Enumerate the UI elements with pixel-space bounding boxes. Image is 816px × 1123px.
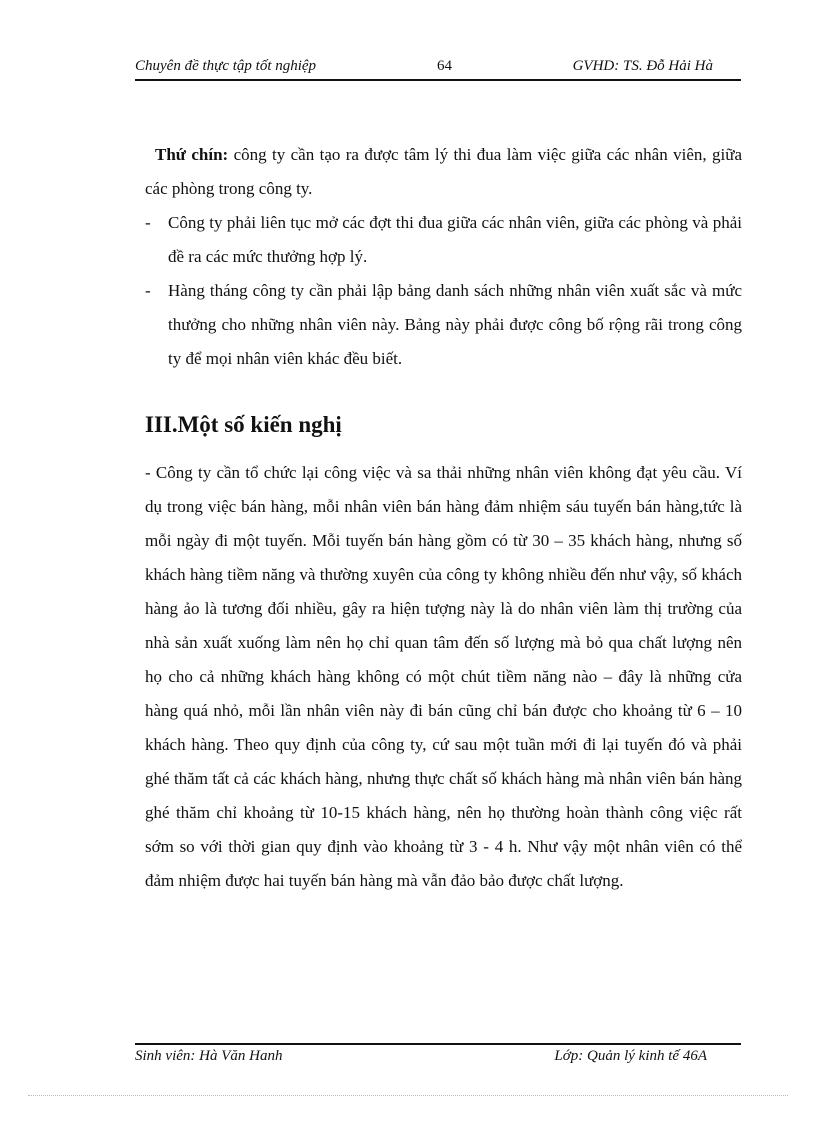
bullet-dash: - [145, 213, 151, 232]
footer-student: Sinh viên: Hà Văn Hanh [135, 1048, 283, 1064]
header-divider [135, 79, 741, 81]
page-number: 64 [437, 58, 452, 74]
header-title: Chuyên đề thực tập tốt nghiệp [135, 58, 317, 74]
paragraph-lead: Thứ chín: [155, 145, 229, 164]
page-footer [135, 1048, 741, 1070]
page-header [135, 58, 741, 80]
header-advisor: GVHD: TS. Đỗ Hải Hà [572, 58, 713, 74]
list-item-text: Hàng tháng công ty cần phải lập bảng danh sách những nhân viên xuất sắc và mức thưởng cho những nhân viên này. Bảng này phải được công bố rộng rãi trong công ty để mọi nhân viên khác đều biết. [168, 281, 742, 368]
footer-class: Lớp: Quản lý kinh tế 46A [554, 1048, 707, 1064]
list-item-text: Công ty phải liên tục mở các đợt thi đua giữa các nhân viên, giữa các phòng và phải đề ra các mức thưởng hợp lý. [168, 213, 742, 266]
paragraph-text: công ty cần tạo ra được tâm lý thi đua làm việc giữa các nhân viên, giữa các phòng trong công ty. [145, 145, 742, 198]
footer-divider [135, 1043, 741, 1045]
section-heading: III.Một số kiến nghị [145, 412, 342, 437]
page-bottom-dotted-line [28, 1095, 788, 1096]
bullet-dash: - [145, 281, 151, 300]
paragraph-thu-chin [145, 138, 742, 206]
paragraph-recommendation: - Công ty cần tổ chức lại công việc và sa thải những nhân viên không đạt yêu cầu. Ví dụ trong việc bán hàng, mỗi nhân viên bán hàng đảm nhiệm sáu tuyến bán hàng,tức là mỗi ngày đi một tuyến. Mỗi tuyến bán hàng gồm có từ 30 – 35 khách hàng, nhưng số khách hàng tiềm năng và thường xuyên của công ty không nhiều đến như vậy, số khách hàng ảo là tương đối nhiều, gây ra hiện tượng này là do nhân viên làm thị trường của nhà sản xuất xuống làm nên họ chỉ quan tâm đến số lượng mà bỏ qua chất lượng nên họ cho cả những khách hàng không có một chút tiềm năng nào – đây là những cửa hàng quá nhỏ, mỗi lần nhân viên này đi bán cũng chỉ bán được cho khoảng từ 6 – 10 khách hàng. Theo quy định của công ty, cứ sau một tuần mới đi lại tuyến đó và phải ghé thăm tất cả các khách hàng, nhưng thực chất số khách hàng mà nhân viên bán hàng ghé thăm chỉ khoảng từ 10-15 khách hàng, nên họ thường hoàn thành công việc rất sớm so với thời gian quy định vào khoảng từ 3 - 4 h. Như vậy một nhân viên có thể đảm nhiệm được hai tuyến bán hàng mà vẫn đảo bảo được chất lượng. [145, 463, 742, 890]
